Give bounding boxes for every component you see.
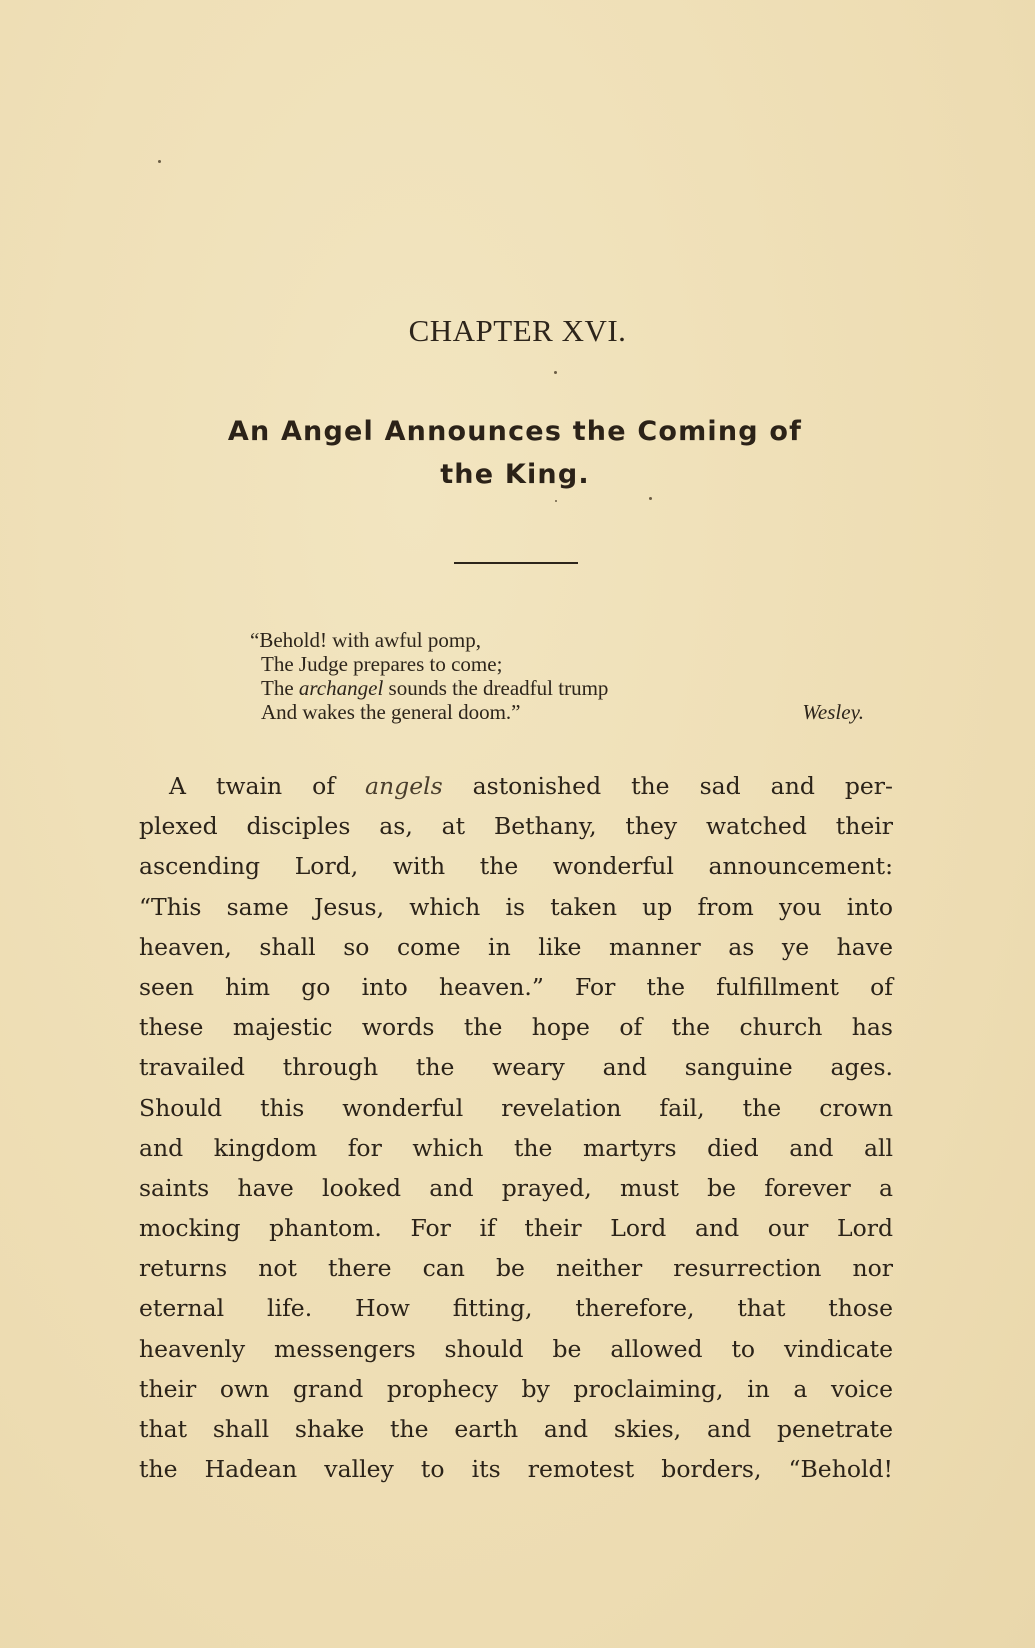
body-line: Should this wonderful revelation fail, the crown <box>139 1093 893 1122</box>
epigraph-text: sounds the dreadful trump <box>383 676 609 700</box>
body-line: heaven, shall so come in like manner as ye have <box>139 932 893 961</box>
epigraph-text: The <box>261 676 299 700</box>
section-divider <box>454 562 578 564</box>
epigraph-attribution: Wesley. <box>802 700 864 724</box>
paper-speck <box>649 497 652 500</box>
body-line: that shall shake the earth and skies, and penetrate <box>139 1415 893 1443</box>
chapter-title-line-2: the King. <box>440 459 590 490</box>
body-text: astonished the sad and per- <box>442 772 893 800</box>
epigraph-text: And wakes the general doom.” <box>261 700 521 724</box>
body-line <box>139 766 893 806</box>
body-text: A twain of <box>169 772 365 800</box>
body-line: and kingdom for which the martyrs died and all <box>139 1133 893 1162</box>
body-line: their own grand prophecy by proclaiming, in a voice <box>139 1374 893 1403</box>
epigraph-line: “Behold! with awful pomp, <box>250 628 481 652</box>
body-line: mocking phantom. For if their Lord and our Lord <box>139 1214 893 1243</box>
body-emphasis: angels <box>365 772 443 800</box>
epigraph <box>250 628 870 724</box>
paper-speck <box>554 371 557 374</box>
body-line: plexed disciples as, at Bethany, they watched their <box>139 812 893 841</box>
body-line: the Hadean valley to its remotest borders, “Behold! <box>139 1455 893 1484</box>
body-line: these majestic words the hope of the church has <box>139 1013 893 1042</box>
epigraph-line <box>250 700 870 724</box>
paper-speck <box>555 500 557 502</box>
body-paragraph <box>139 766 893 1489</box>
body-line: saints have looked and prayed, must be forever a <box>139 1173 893 1202</box>
chapter-heading: CHAPTER XVI. <box>408 313 627 348</box>
body-line: “This same Jesus, which is taken up from you into <box>139 892 893 921</box>
body-line: heavenly messengers should be allowed to vindicate <box>139 1334 893 1363</box>
epigraph-line: The Judge prepares to come; <box>261 652 503 676</box>
body-line: seen him go into heaven.” For the fulfillment of <box>139 972 893 1001</box>
chapter-title <box>150 410 880 496</box>
body-line: returns not there can be neither resurrection nor <box>139 1254 893 1283</box>
paper-speck <box>158 160 161 163</box>
body-line: travailed through the weary and sanguine ages. <box>139 1053 893 1082</box>
chapter-title-line-1: An Angel Announces the Coming of <box>227 416 803 447</box>
epigraph-emphasis: archangel <box>298 676 384 700</box>
body-line: ascending Lord, with the wonderful announcement: <box>139 852 893 881</box>
body-line: eternal life. How fitting, therefore, that those <box>139 1294 893 1323</box>
epigraph-line <box>250 676 870 700</box>
